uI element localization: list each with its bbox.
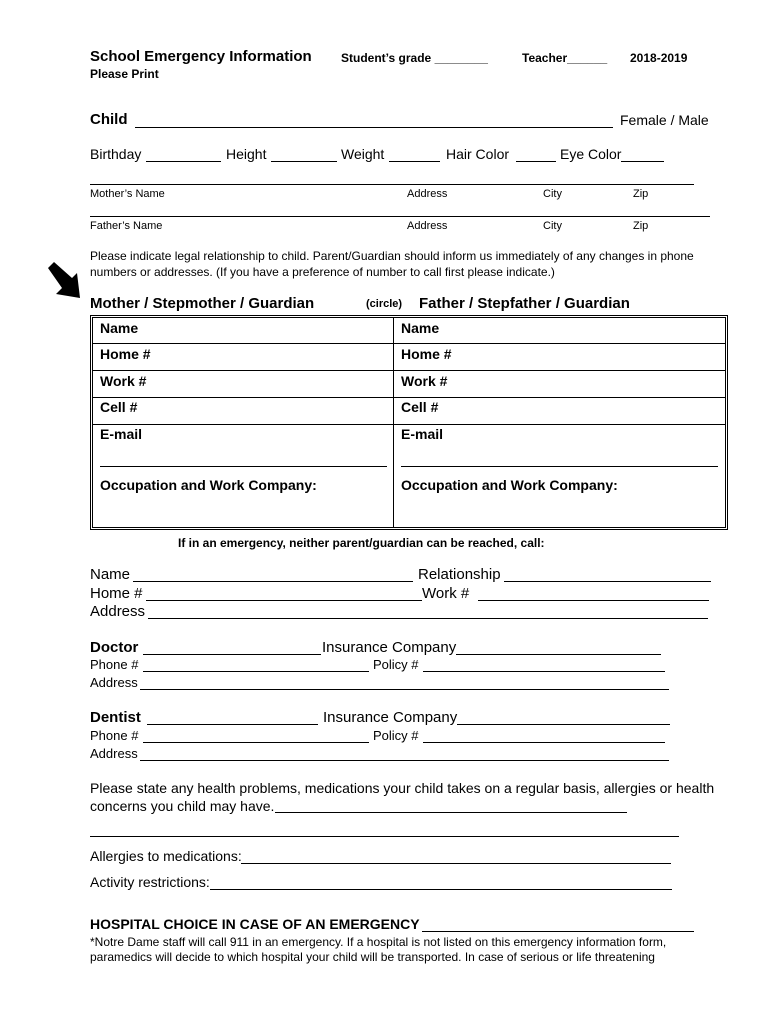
eye-line[interactable]	[621, 161, 664, 162]
doctor-label: Doctor	[90, 639, 139, 656]
health-question-line2: concerns you child may have.	[90, 798, 275, 814]
father-name-caption: Father’s Name	[90, 220, 163, 232]
emergency-home-label: Home #	[90, 585, 143, 602]
hair-label: Hair Color	[446, 146, 510, 162]
father-home-field[interactable]: Home #	[401, 346, 452, 362]
hospital-choice-line[interactable]	[422, 931, 694, 932]
doctor-insurance-label: Insurance Company	[322, 639, 457, 656]
emergency-relationship-line[interactable]	[504, 581, 711, 582]
hospital-note-line1: *Notre Dame staff will call 911 in an emergency. If a hospital is not listed on this emergency information form,	[90, 935, 667, 949]
school-year: 2018-2019	[630, 51, 688, 65]
form-title: School Emergency Information	[90, 48, 312, 65]
emergency-name-label: Name	[90, 566, 131, 583]
health-answer-line2[interactable]	[90, 836, 679, 837]
doctor-policy-label: Policy #	[373, 657, 419, 672]
table-row-separator	[93, 397, 725, 398]
emergency-name-line[interactable]	[133, 581, 413, 582]
birthday-label: Birthday	[90, 146, 142, 162]
activity-label: Activity restrictions:	[90, 874, 210, 890]
dentist-policy-line[interactable]	[423, 742, 665, 743]
circle-instruction: (circle)	[366, 298, 403, 310]
emergency-heading: If in an emergency, neither parent/guardian can be reached, call:	[178, 536, 545, 550]
relationship-note-line2: numbers or addresses. (If you have a preference of number to call first please indicate.)	[90, 265, 555, 279]
doctor-address-label: Address	[90, 675, 138, 690]
father-email-line[interactable]	[401, 466, 718, 467]
father-name-field[interactable]: Name	[401, 320, 440, 336]
father-work-field[interactable]: Work #	[401, 373, 448, 389]
child-label: Child	[90, 111, 128, 128]
mother-city-caption: City	[543, 188, 562, 200]
father-email-field[interactable]: E-mail	[401, 426, 444, 442]
doctor-insurance-line[interactable]	[456, 654, 661, 655]
emergency-relationship-label: Relationship	[418, 566, 501, 583]
weight-line[interactable]	[389, 161, 440, 162]
emergency-address-label: Address	[90, 603, 146, 620]
allergies-line[interactable]	[241, 863, 671, 864]
father-zip-caption: Zip	[633, 220, 649, 232]
father-city-caption: City	[543, 220, 562, 232]
father-guardian-heading: Father / Stepfather / Guardian	[419, 295, 630, 312]
mother-name-field[interactable]: Name	[100, 320, 139, 336]
dentist-phone-line[interactable]	[143, 742, 369, 743]
mother-info-line[interactable]	[90, 184, 694, 185]
doctor-policy-line[interactable]	[423, 671, 665, 672]
weight-label: Weight	[341, 146, 385, 162]
eye-label: Eye Color	[560, 146, 622, 162]
mother-guardian-heading: Mother / Stepmother / Guardian	[90, 295, 315, 312]
emergency-work-label: Work #	[422, 585, 470, 602]
table-row-separator	[93, 424, 725, 425]
doctor-address-line[interactable]	[140, 689, 669, 690]
emergency-home-line[interactable]	[146, 600, 422, 601]
father-address-caption: Address	[407, 220, 448, 232]
child-name-line[interactable]	[135, 127, 613, 128]
emergency-work-line[interactable]	[478, 600, 709, 601]
mother-occupation-field[interactable]: Occupation and Work Company:	[100, 477, 317, 493]
guardian-table-divider	[393, 318, 394, 527]
dentist-phone-label: Phone #	[90, 728, 139, 743]
father-cell-field[interactable]: Cell #	[401, 399, 439, 415]
dentist-address-label: Address	[90, 746, 138, 761]
doctor-phone-line[interactable]	[143, 671, 369, 672]
dentist-insurance-label: Insurance Company	[323, 709, 458, 726]
please-print: Please Print	[90, 67, 159, 81]
relationship-note-line1: Please indicate legal relationship to child. Parent/Guardian should inform us immediately of any changes in phone	[90, 249, 694, 263]
father-info-line[interactable]	[90, 216, 710, 217]
grade-field[interactable]: Student’s grade ________	[341, 51, 488, 65]
mother-address-caption: Address	[407, 188, 448, 200]
dentist-policy-label: Policy #	[373, 728, 419, 743]
birthday-line[interactable]	[146, 161, 221, 162]
dentist-insurance-line[interactable]	[457, 724, 670, 725]
mother-zip-caption: Zip	[633, 188, 649, 200]
mother-name-caption: Mother’s Name	[90, 188, 165, 200]
emergency-address-line[interactable]	[148, 618, 708, 619]
table-row-separator	[93, 370, 725, 371]
mother-work-field[interactable]: Work #	[100, 373, 147, 389]
teacher-field[interactable]: Teacher______	[522, 51, 608, 65]
doctor-phone-label: Phone #	[90, 657, 139, 672]
dentist-address-line[interactable]	[140, 760, 669, 761]
height-label: Height	[226, 146, 267, 162]
health-answer-line1[interactable]	[275, 812, 627, 813]
height-line[interactable]	[271, 161, 337, 162]
mother-cell-field[interactable]: Cell #	[100, 399, 138, 415]
table-row-separator	[93, 343, 725, 344]
pointer-arrow-icon	[44, 262, 88, 302]
hair-line[interactable]	[516, 161, 556, 162]
mother-email-field[interactable]: E-mail	[100, 426, 143, 442]
allergies-label: Allergies to medications:	[90, 848, 242, 864]
hospital-heading: HOSPITAL CHOICE IN CASE OF AN EMERGENCY	[90, 916, 420, 932]
dentist-label: Dentist	[90, 709, 141, 726]
sex-options[interactable]: Female / Male	[620, 112, 709, 128]
mother-home-field[interactable]: Home #	[100, 346, 151, 362]
doctor-name-line[interactable]	[143, 654, 321, 655]
hospital-note-line2: paramedics will decide to which hospital your child will be transported. In case of serious or life threatening	[90, 950, 655, 964]
dentist-name-line[interactable]	[147, 724, 318, 725]
health-question-line1: Please state any health problems, medications your child takes on a regular basis, allergies or health	[90, 780, 715, 796]
father-occupation-field[interactable]: Occupation and Work Company:	[401, 477, 618, 493]
mother-email-line[interactable]	[100, 466, 387, 467]
activity-line[interactable]	[210, 889, 672, 890]
